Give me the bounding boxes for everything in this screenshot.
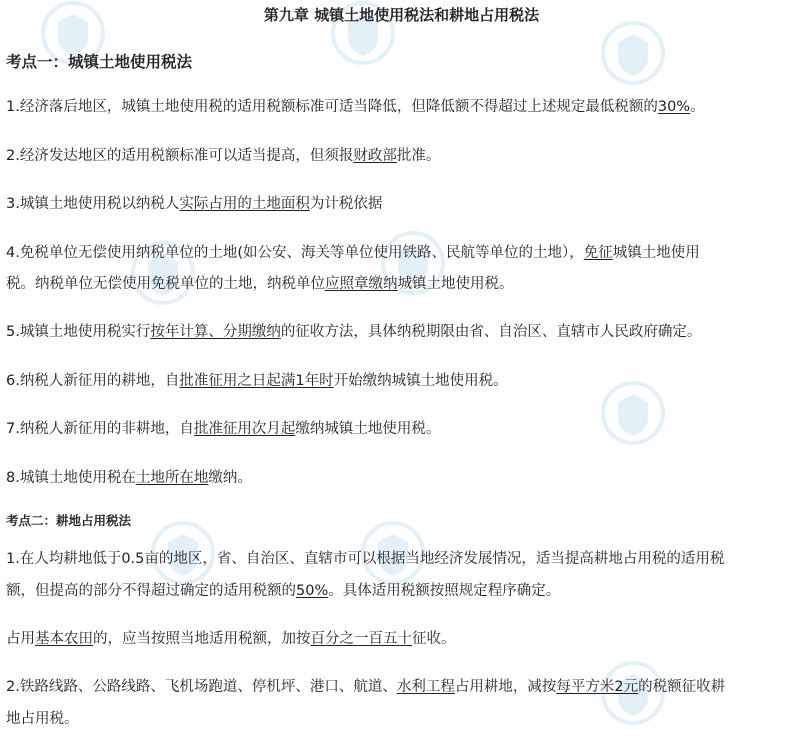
item-text: 缴纳城镇土地使用税。 xyxy=(295,421,441,437)
item-text: 缴纳。 xyxy=(208,470,252,486)
section-heading: 考点一：城镇土地使用税法 xyxy=(6,53,193,71)
section-heading: 考点二：耕地占用税法 xyxy=(6,513,132,528)
item-8 xyxy=(6,461,797,496)
item-text: 2.铁路线路、公路线路、飞机场跑道、停机坪、港口、航道、 xyxy=(6,679,397,695)
underlined-text: 土地所在地 xyxy=(135,470,209,486)
underlined-text: 免征 xyxy=(583,245,613,261)
underlined-text: 实际占用的土地面积 xyxy=(179,196,310,212)
item-5 xyxy=(6,315,797,350)
item-text: 地占用税。 xyxy=(6,711,79,727)
underlined-text: 50% xyxy=(296,583,329,599)
item-text: 开始缴纳城镇土地使用税。 xyxy=(333,373,508,389)
item-text: 额，但提高的部分不得超过确定的适用税额的 xyxy=(6,583,296,599)
underlined-text: 应照章缴纳 xyxy=(325,276,398,292)
item-text: 7.纳税人新征用的非耕地，自 xyxy=(6,421,194,437)
item-text: 批准。 xyxy=(396,148,441,164)
page-title: 第九章 城镇土地使用税法和耕地占用税法 xyxy=(263,6,540,24)
item-11 xyxy=(6,670,797,705)
item-text: 占用耕地，减按 xyxy=(454,679,557,695)
item-text: 占用 xyxy=(6,631,35,647)
item-text: 8.城镇土地使用税在 xyxy=(6,470,136,486)
item-3 xyxy=(6,187,797,222)
item-text: 1.在人均耕地低于0.5亩的地区，省、自治区、直辖市可以根据当地经济发展情况，适当提高耕地占用税的适用税 xyxy=(6,551,725,567)
item-text: 1.经济落后地区，城镇土地使用税的适用税额标准可适当降低，但降低额不得超过上述规定最低税额的 xyxy=(6,99,658,115)
underlined-text: 批准征用次月起 xyxy=(193,421,296,437)
item-text: 城镇土地使用税。 xyxy=(397,276,514,292)
underlined-text: 批准征用之日起满1年时 xyxy=(179,373,334,389)
item-text: 。 xyxy=(690,99,705,115)
underlined-text: 每平方米2元 xyxy=(556,679,639,695)
underlined-text: 基本农田 xyxy=(35,631,93,647)
underlined-text: 百分之一百五十 xyxy=(310,631,412,647)
item-6 xyxy=(6,364,797,399)
item-7 xyxy=(6,412,797,447)
item-11-cont xyxy=(6,702,797,737)
item-text: 的税额征收耕 xyxy=(638,679,726,695)
item-text: 。具体适用税额按照规定程序确定。 xyxy=(328,583,561,599)
item-text: 的，应当按照当地适用税额，加按 xyxy=(93,631,311,647)
item-text: 的征收方法，具体纳税期限由省、自治区、直辖市人民政府确定。 xyxy=(280,324,702,340)
underlined-text: 按年计算、分期缴纳 xyxy=(150,324,281,340)
underlined-text: 水利工程 xyxy=(396,679,455,695)
item-text: 2.经济发达地区的适用税额标准可以适当提高，但须报 xyxy=(6,148,354,164)
item-9 xyxy=(6,542,797,577)
item-text: 税。纳税单位无偿使用免税单位的土地，纳税单位 xyxy=(6,276,325,292)
item-text: 城镇土地使用 xyxy=(612,245,700,261)
underlined-text: 财政部 xyxy=(353,148,397,164)
item-text: 为计税依据 xyxy=(309,196,383,212)
item-text: 3.城镇土地使用税以纳税人 xyxy=(6,196,180,212)
item-4-cont xyxy=(6,267,797,302)
item-text: 5.城镇土地使用税实行 xyxy=(6,324,151,340)
underlined-text: 30% xyxy=(657,99,691,115)
item-2 xyxy=(6,139,797,174)
item-10 xyxy=(6,622,797,657)
item-1 xyxy=(6,90,797,125)
item-4 xyxy=(6,236,797,271)
item-text: 6.纳税人新征用的耕地，自 xyxy=(6,373,180,389)
watermark-logo xyxy=(600,20,666,86)
item-text: 征收。 xyxy=(412,631,456,647)
item-text: 4.免税单位无偿使用纳税单位的土地(如公安、海关等单位使用铁路、民航等单位的土地）， xyxy=(6,245,584,261)
item-9-cont xyxy=(6,574,797,609)
